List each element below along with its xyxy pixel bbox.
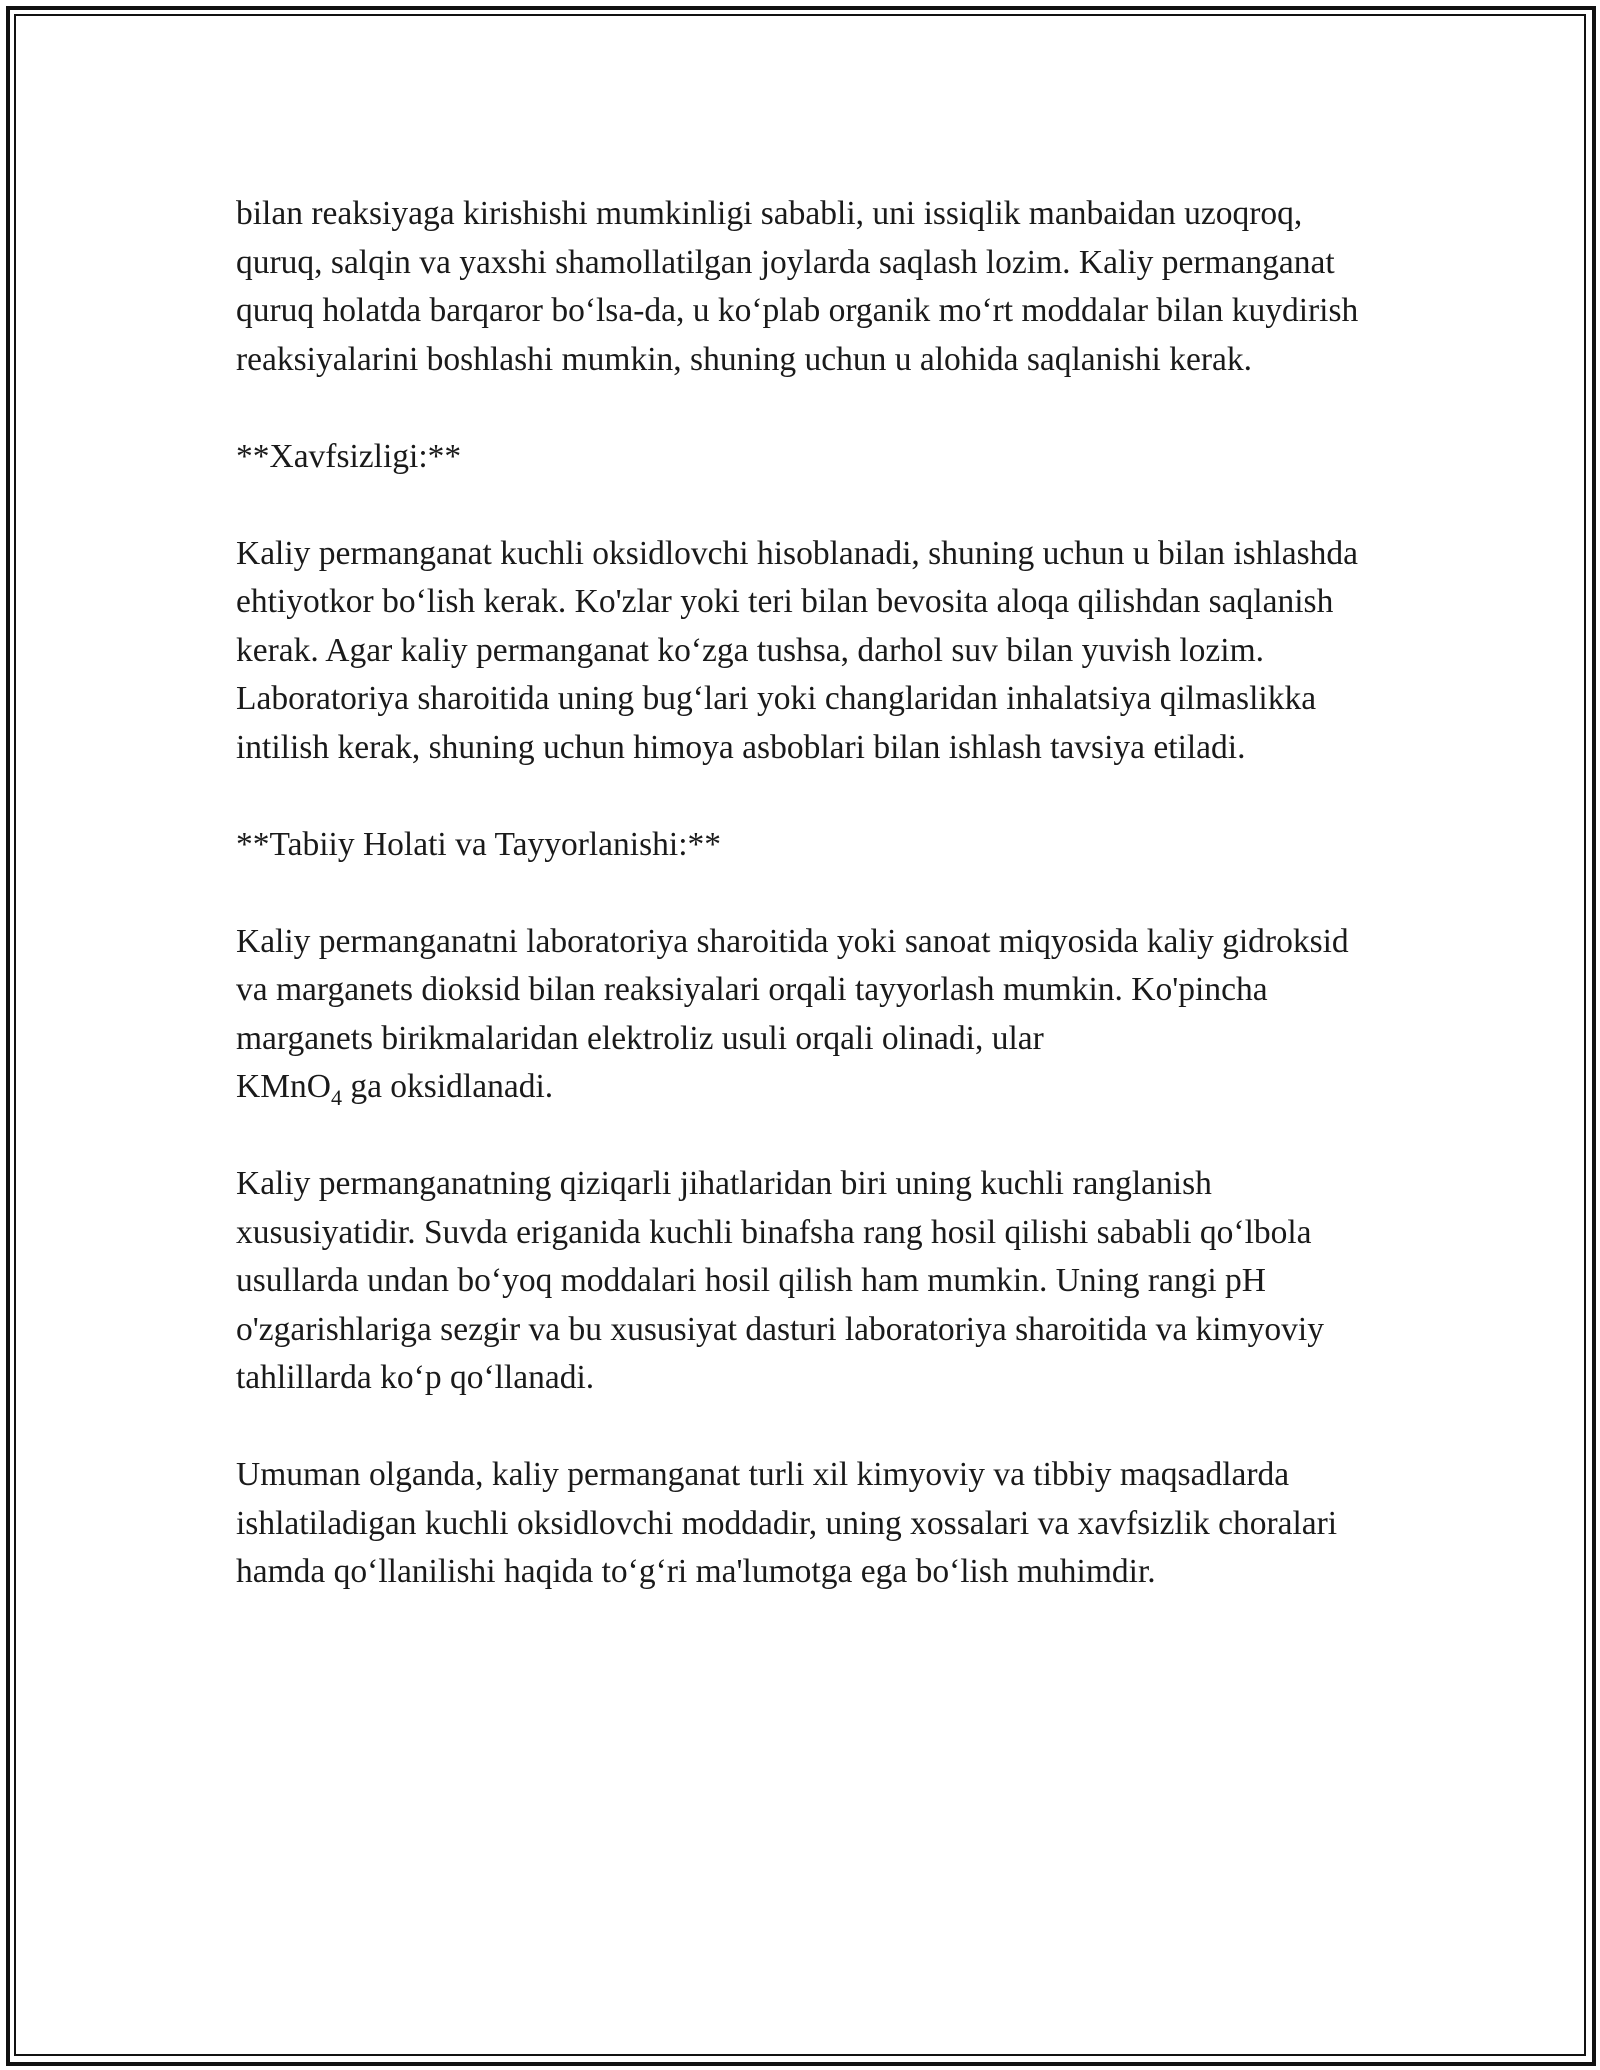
preparation-text: Kaliy permanganatni laboratoriya sharoitida yoki sanoat miqyosida kaliy gidroksid va marganets dioksid bilan reaksiyalari orqali tayyorlash mumkin. Ko'pincha marganets birikmalaridan elektroliz usuli orqali olinadi, ular <box>236 922 1349 1057</box>
formula-base: KMnO <box>236 1068 331 1105</box>
heading-safety: **Xavfsizligi:** <box>236 437 462 475</box>
paragraph-safety: Kaliy permanganat kuchli oksidlovchi hisoblanadi, shuning uchun u bilan ishlashda ehtiyotkor bo‘lish kerak. Ko'zlar yoki teri bilan bevosita aloqa qilishdan saqlanish kerak. Agar kaliy permanganat ko‘zga tushsa, darhol suv bilan yuvish lozim. Laboratoriya sharoitida uning bug‘lari yoki changlaridan inhalatsiya qilmaslikka intilish kerak, shuning uchun himoya asboblari bilan ishlash tavsiya etiladi. <box>236 534 1359 766</box>
document-body <box>236 190 1376 1645</box>
formula-subscript: 4 <box>330 1085 342 1110</box>
heading-natural-state: **Tabiiy Holati va Tayyorlanishi:** <box>236 825 722 863</box>
preparation-tail: ga oksidlanadi. <box>341 1068 554 1105</box>
paragraph-color-property: Kaliy permanganatning qiziqarli jihatlaridan biri uning kuchli ranglanish xususiyatidir. Suvda eriganida kuchli binafsha rang hosil qilishi sababli qo‘lbola usullarda undan bo‘yoq moddalari hosil qilish ham mumkin. Uning rangi pH o'zgarishlariga sezgir va bu xususiyat dasturi laboratoriya sharoitida va kimyoviy tahlillarda ko‘p qo‘llanadi. <box>236 1165 1324 1396</box>
paragraph-storage: bilan reaksiyaga kirishishi mumkinligi sababli, uni issiqlik manbaidan uzoqroq, quruq, salqin va yaxshi shamollatilgan joylarda saqlash lozim. Kaliy permanganat quruq holatda barqaror bo‘lsa-da, u ko‘plab organik mo‘rt moddalar bilan kuydirish reaksiyalarini boshlashi mumkin, shuning uchun u alohida saqlanishi kerak. <box>236 195 1359 378</box>
formula-kmno4 <box>236 1068 342 1110</box>
paragraph-conclusion: Umuman olganda, kaliy permanganat turli xil kimyoviy va tibbiy maqsadlarda ishlatiladigan kuchli oksidlovchi moddadir, uning xossalari va xavfsizlik choralari hamda qo‘llanilishi haqida to‘g‘ri ma'lumotga ega bo‘lish muhimdir. <box>236 1456 1338 1590</box>
paragraph-preparation <box>236 918 1376 1112</box>
